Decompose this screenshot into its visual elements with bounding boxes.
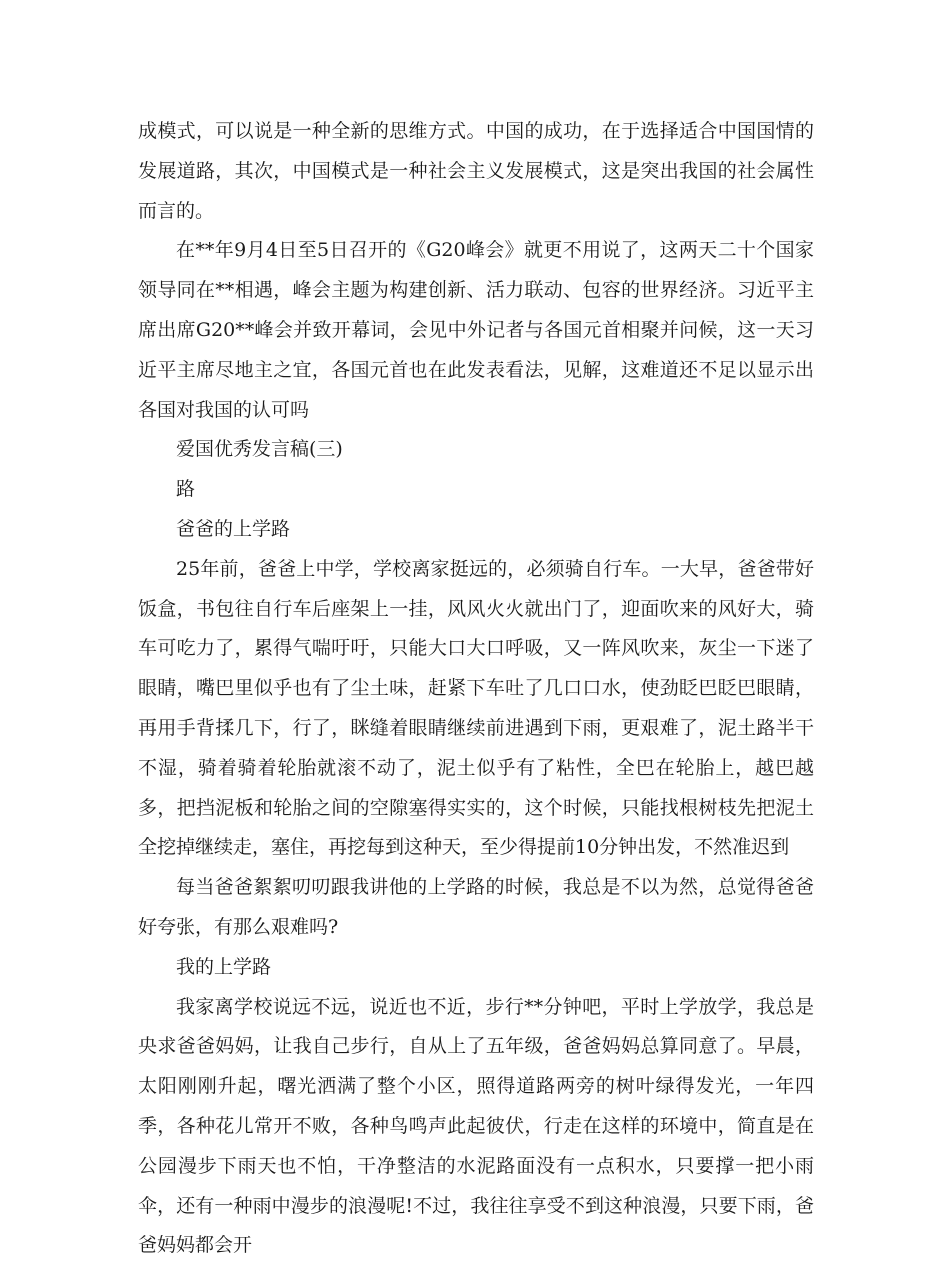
paragraph-g20-summit: 在**年9月4日至5日召开的《G20峰会》就更不用说了，这两天二十个国家领导同在**相遇，峰会主题为构建创新、活力联动、包容的世界经济。习近平主席出席G20**峰会并致开幕词，会见中外记者与各国元首相聚并问候，这一天习近平主席尽地主之宜，各国元首也在此发表看法，见解，这难道还不足以显示出各国对我国的认可吗 — [138, 239, 814, 421]
document-body — [138, 112, 814, 1266]
section-heading-my-road: 我的上学路 — [176, 955, 272, 978]
section-heading-father-road: 爸爸的上学路 — [176, 517, 291, 540]
section-heading-speech-title: 爱国优秀发言稿(三) — [176, 438, 343, 461]
section-heading-road: 路 — [176, 478, 196, 501]
paragraph-my-school-road: 我家离学校说远不远，说近也不近，步行**分钟吧，平时上学放学，我总是央求爸爸妈妈，让我自己步行，自从上了五年级，爸爸妈妈总算同意了。早晨，太阳刚刚升起，曙光洒满了整个小区，照得道路两旁的树叶绿得发光，一年四季，各种花儿常开不败，各种鸟鸣声此起彼伏，行走在这样的环境中，简直是在公园漫步下雨天也不怕，干净整洁的水泥路面没有一点积水，只要撑一把小雨伞，还有一种雨中漫步的浪漫呢!不过，我往往享受不到这种浪漫，只要下雨，爸爸妈妈都会开 — [138, 995, 814, 1257]
paragraph-father-stories: 每当爸爸絮絮叨叨跟我讲他的上学路的时候，我总是不以为然，总觉得爸爸好夸张，有那么艰难吗? — [138, 876, 814, 938]
paragraph-continuation: 成模式，可以说是一种全新的思维方式。中国的成功，在于选择适合中国国情的发展道路，其次，中国模式是一种社会主义发展模式，这是突出我国的社会属性而言的。 — [138, 120, 814, 222]
paragraph-father-school-road: 25年前，爸爸上中学，学校离家挺远的，必须骑自行车。一大早，爸爸带好饭盒，书包往自行车后座架上一挂，风风火火就出门了，迎面吹来的风好大，骑车可吃力了，累得气喘吁吁，只能大口大口呼吸，又一阵风吹来，灰尘一下迷了眼睛，嘴巴里似乎也有了尘土味，赶紧下车吐了几口口水，使劲眨巴眨巴眼睛，再用手背揉几下，行了，眯缝着眼睛继续前进遇到下雨，更艰难了，泥土路半干不湿，骑着骑着轮胎就滚不动了，泥土似乎有了粘性，全巴在轮胎上，越巴越多，把挡泥板和轮胎之间的空隙塞得实实的，这个时候，只能找根树枝先把泥土全挖掉继续走，塞住，再挖每到这种天，至少得提前10分钟出发，不然准迟到 — [138, 557, 814, 859]
